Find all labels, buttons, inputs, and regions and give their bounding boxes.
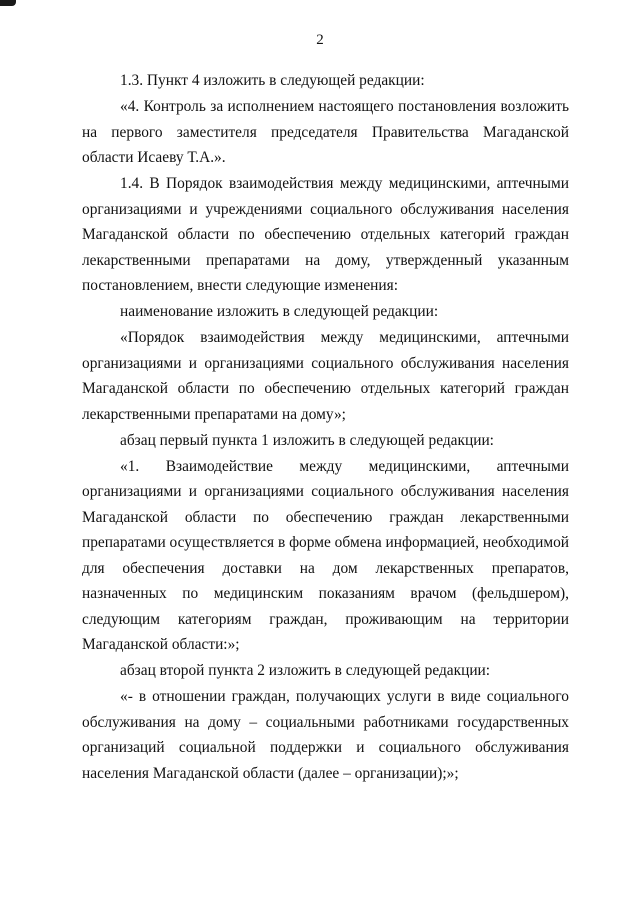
paragraph-point-1-instruction: абзац первый пункта 1 изложить в следующей редакции: bbox=[120, 431, 494, 449]
page-number: 2 bbox=[316, 32, 324, 48]
paragraph-1-3-heading: 1.3. Пункт 4 изложить в следующей редакции: bbox=[120, 72, 425, 89]
paragraph-point-4-text: «4. Контроль за исполнением настоящего постановления возложить на первого заместителя председателя Правительства Магаданской области Исаеву Т.А.». bbox=[82, 98, 569, 166]
paragraph-1-4-intro: 1.4. В Порядок взаимодействия между медицинскими, аптечными организациями и учреждениями социального обслуживания населения Магаданской области по обеспечению отдельных категорий граждан лекарственными препаратами на дому, утвержденный указанным постановлением, внести следующие изменения: bbox=[82, 175, 569, 294]
paragraph-title-instruction: наименование изложить в следующей редакции: bbox=[120, 303, 439, 320]
document-body bbox=[82, 68, 569, 787]
paragraph-point-2-text: «- в отношении граждан, получающих услуги в виде социального обслуживания на дому – социальными работниками государственных организаций социальной поддержки и социального обслуживания населения Магаданской области (далее – организации);»; bbox=[82, 688, 569, 782]
paragraph-point-2-instruction: абзац второй пункта 2 изложить в следующей редакции: bbox=[120, 662, 491, 679]
paragraph-point-1-text: «1. Взаимодействие между медицинскими, аптечными организациями и организациями социального обслуживания населения Магаданской области по обеспечению граждан лекарственными препаратами осуществляется в форме обмена информацией, необходимой для обеспечения доставки на дом лекарственных препаратов, назначенных по медицинским показаниям врачом (фельдшером), следующим категориям граждан, проживающим на территории Магаданской области:»; bbox=[82, 457, 569, 653]
scan-corner-mark bbox=[0, 0, 16, 6]
paragraph-new-title: «Порядок взаимодействия между медицинскими, аптечными организациями и организациями социального обслуживания населения Магаданской области по обеспечению отдельных категорий граждан лекарственными препаратами на дому»; bbox=[82, 329, 569, 423]
